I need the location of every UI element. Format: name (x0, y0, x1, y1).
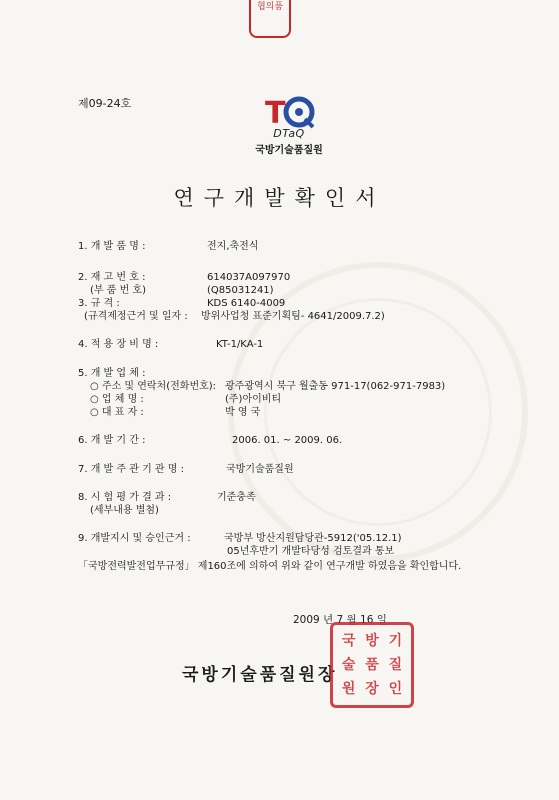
seal-char: 장 (365, 681, 379, 697)
item-label: 5. 개 발 업 체 : (78, 368, 146, 379)
seal-char: 품 (365, 657, 379, 673)
item-label: 1. 개 발 품 명 : (78, 241, 146, 252)
item-value: 국방기술품질원 (226, 464, 294, 475)
seal-char: 인 (388, 681, 403, 697)
issue-date: 2009 년 7 월 16 일 (293, 614, 387, 626)
dtaq-logo (246, 95, 332, 165)
item-value: 전지,축전식 (207, 241, 259, 252)
item-value: 05년후반기 개발타당성 검토결과 통보 (227, 546, 395, 557)
item-label: (부 품 번 호) (90, 285, 146, 296)
item-value: (Q85031241) (207, 285, 274, 296)
item-label: 8. 시 험 평 가 결 과 : (78, 492, 172, 503)
top-seal-stamp: 협의품 (249, 0, 291, 38)
item-value: 방위사업청 표준기획팀- 4641/2009.7.2) (201, 311, 385, 322)
seal-char: 술 (341, 657, 356, 673)
item-label: 4. 적 용 장 비 명 : (78, 339, 159, 350)
item-label: 9. 개발지시 및 승인근거 : (78, 533, 191, 544)
seal-char: 질 (388, 657, 403, 673)
item-label: (규격제정근거 및 일자 : (84, 311, 188, 322)
item-label: ○ 업 체 명 : (90, 394, 144, 405)
seal-char: 기 (388, 633, 403, 649)
logo-org-name: 국방기술품질원 (255, 145, 323, 156)
logo-brand-text: DTaQ (273, 127, 305, 140)
item-value: 2006. 01. ~ 2009. 06. (232, 435, 343, 446)
item-label: 6. 개 발 기 간 : (78, 435, 146, 446)
document-number: 제09-24호 (78, 97, 132, 110)
item-label: 2. 재 고 번 호 : (78, 272, 146, 283)
item-label: 3. 규 격 : (78, 298, 120, 309)
item-value: KT-1/KA-1 (216, 339, 264, 350)
item-value: 광주광역시 북구 월출동 971-17(062-971-7983) (225, 381, 446, 392)
issuer-name: 국방기술품질원장 (182, 665, 338, 685)
seal-char: 원 (341, 681, 356, 697)
item-label: ○ 주소 및 연락처(전화번호): (90, 381, 217, 392)
official-seal-stamp (330, 622, 414, 708)
item-value: (주)아이비티 (225, 394, 282, 405)
svg-text:T: T (265, 96, 286, 129)
item-value: 614037A097970 (207, 272, 291, 283)
confirmation-statement: 「국방전력발전업무규정」 제160조에 의하여 위와 같이 연구개발 하였음을 확인합니다. (78, 561, 462, 572)
item-value: 국방부 방산지원담당관-5912('05.12.1) (224, 533, 402, 544)
item-value: 기준충족 (217, 492, 256, 503)
seal-char: 방 (365, 633, 379, 649)
item-value: 박 영 국 (225, 407, 261, 418)
tq-logo-icon (259, 95, 319, 129)
document-title: 연구개발확인서 (173, 186, 386, 210)
item-value: KDS 6140-4009 (207, 298, 286, 309)
seal-char: 국 (341, 633, 356, 649)
item-label: ○ 대 표 자 : (90, 407, 144, 418)
item-label: (세부내용 별첨) (90, 505, 159, 516)
item-label: 7. 개 발 주 관 기 관 명 : (78, 464, 184, 475)
